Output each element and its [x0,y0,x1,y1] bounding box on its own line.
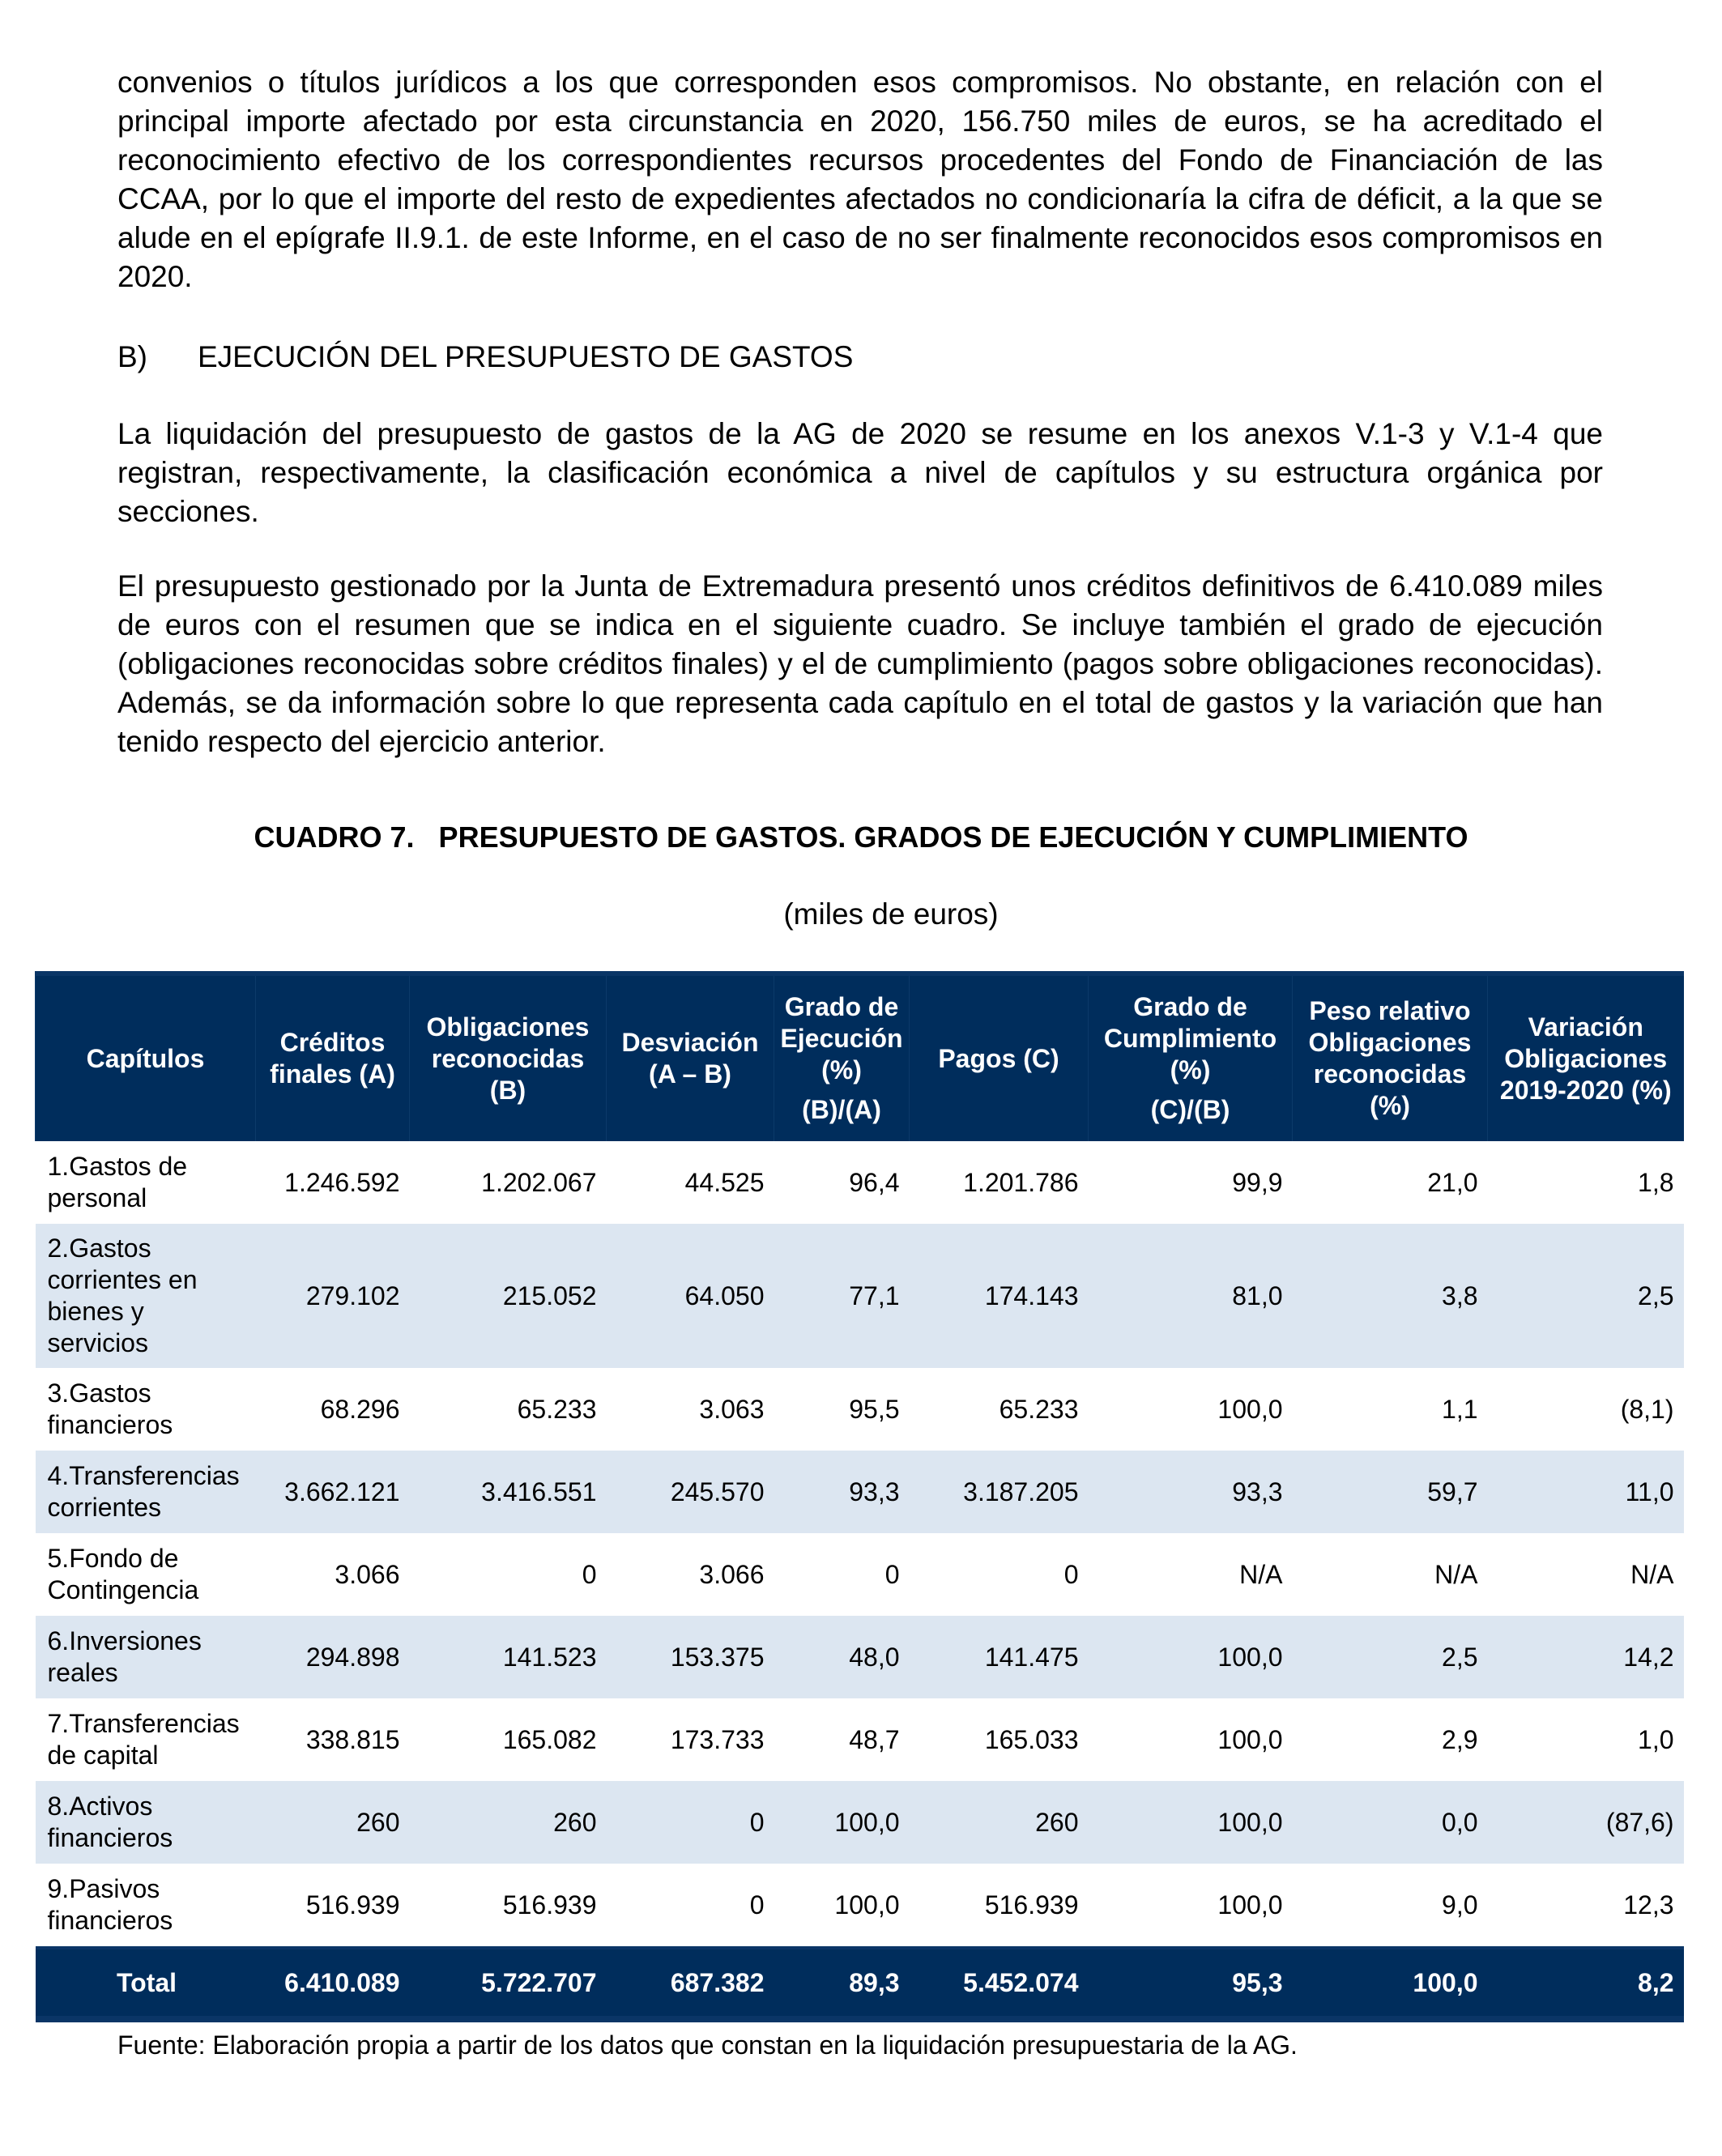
value-cell: 12,3 [1623,1890,1674,1920]
column-header-formula: (C)/(B) [1150,1095,1230,1124]
column-header-formula: (B)/(A) [802,1095,881,1124]
value-cell: 93,3 [1089,1451,1293,1533]
value-cell: 260 [410,1781,607,1864]
value-cell: 99,9 [1232,1167,1283,1197]
value-cell: 100,0 [774,1781,910,1864]
column-header-label: Peso relativo Obligaciones reconocidas (%) [1308,996,1472,1120]
value-cell: 260 [256,1781,410,1864]
value-cell: 294.898 [256,1616,410,1698]
value-cell: 100,0 [1217,1394,1283,1424]
value-cell: 100,0 [1089,1781,1293,1864]
value-cell: 260 [910,1781,1089,1864]
row-label-cell: 2.Gastos corrientes en bienes y servicios [36,1224,256,1368]
value-cell: 100,0 [834,1890,900,1920]
table-row [36,1698,1684,1781]
value-cell: 68.296 [320,1394,400,1424]
value-cell: 3.066 [699,1559,765,1589]
column-header [774,974,910,1141]
table-row [36,1533,1684,1616]
row-label-cell: 9.Pasivos financieros [47,1874,173,1935]
row-label-cell: 7.Transferencias de capital [47,1709,240,1770]
value-cell: 0 [607,1781,774,1864]
value-cell: 1.202.067 [481,1167,597,1197]
paragraph-presupuesto [117,567,1603,761]
value-cell: 96,4 [849,1167,900,1197]
value-cell: 1,1 [1442,1394,1478,1424]
value-cell: 141.523 [410,1616,607,1698]
value-cell: 95,3 [1089,1948,1293,2019]
value-cell: 0 [582,1559,597,1589]
value-cell: N/A [1630,1559,1674,1589]
table-row [36,1781,1684,1864]
column-header [1488,974,1684,1141]
value-cell: 21,0 [1427,1167,1478,1197]
paragraph-text: El presupuesto gestionado por la Junta de Extremadura presentó unos créditos definitivos de 6.410.089 miles de euros con el resumen que se indica en el siguiente cuadro. Se incluye también el grado de ejecución (obligaciones reconocidas sobre créditos finales) y el de cumplimiento (pagos sobre obligaciones reconocidas). Además, se da información sobre lo que representa cada capítulo en el total de gastos y la variación que han tenido respecto del ejercicio anterior. [117,569,1603,758]
value-cell: 173.733 [670,1724,765,1754]
table-title: CUADRO 7. PRESUPUESTO DE GASTOS. GRADOS DE EJECUCIÓN Y CUMPLIMIENTO [254,820,1468,854]
value-cell: 516.939 [984,1890,1079,1920]
value-cell: 687.382 [607,1948,774,2019]
row-label-cell: Total [36,1948,256,2019]
value-cell: 1.246.592 [284,1167,400,1197]
budget-table [35,971,1684,2022]
value-cell: 3.063 [699,1394,765,1424]
value-cell: 2,5 [1488,1224,1684,1368]
table-total-row [36,1948,1684,2019]
value-cell: 3.187.205 [910,1451,1089,1533]
value-cell: 100,0 [1217,1724,1283,1754]
value-cell: 89,3 [774,1948,910,2019]
table-row [36,1224,1684,1368]
value-cell: 5.722.707 [410,1948,607,2019]
table-units: (miles de euros) [783,897,999,931]
value-cell: 0 [884,1559,900,1589]
column-header [1089,974,1293,1141]
value-cell: 3.416.551 [410,1451,607,1533]
value-cell: 153.375 [607,1616,774,1698]
table-row [36,1864,1684,1948]
column-header [410,974,607,1141]
value-cell: (87,6) [1488,1781,1684,1864]
row-label-cell: 1.Gastos de personal [47,1152,188,1212]
table-row [36,1141,1684,1224]
value-cell: 100,0 [1089,1616,1293,1698]
value-cell: 3,8 [1293,1224,1488,1368]
value-cell: 48,7 [849,1724,900,1754]
value-cell: 93,3 [774,1451,910,1533]
column-header [36,974,256,1141]
value-cell: 11,0 [1488,1451,1684,1533]
column-header [1293,974,1488,1141]
column-header-label: Variación Obligaciones 2019-2020 (%) [1499,1012,1672,1105]
value-cell: 516.939 [305,1890,400,1920]
value-cell: 5.452.074 [910,1948,1089,2019]
paragraph-text: convenios o títulos jurídicos a los que corresponden esos compromisos. No obstante, en relación con el principal importe afectado por esta circunstancia en 2020, 156.750 miles de euros, se ha acreditado el reconocimiento efectivo de los correspondientes recursos procedentes del Fondo de Financiación de las CCAA, por lo que el importe del resto de expedientes afectados no condicionaría la cifra de déficit, a la que se alude en el epígrafe II.9.1. de este Informe, en el caso de no ser finalmente reconocidos esos compromisos en 2020. [117,66,1603,293]
value-cell: 44.525 [684,1167,765,1197]
value-cell: 1,0 [1638,1724,1674,1754]
value-cell: 3.662.121 [256,1451,410,1533]
value-cell: N/A [1434,1559,1478,1589]
column-header-label: Grado de Cumplimiento (%) [1103,992,1277,1084]
column-header-label: Capítulos [86,1043,205,1073]
column-header-label: Obligaciones reconocidas (B) [426,1012,590,1105]
value-cell: 64.050 [607,1224,774,1368]
value-cell: 3.066 [335,1559,400,1589]
value-cell: 14,2 [1488,1616,1684,1698]
value-cell: 77,1 [774,1224,910,1368]
value-cell: 65.233 [999,1394,1079,1424]
value-cell: 0,0 [1293,1781,1488,1864]
value-cell: 245.570 [607,1451,774,1533]
value-cell: 1,8 [1638,1167,1674,1197]
column-header [256,974,410,1141]
value-cell: 1.201.786 [963,1167,1079,1197]
value-cell: 6.410.089 [256,1948,410,2019]
row-label-cell: 8.Activos financieros [36,1781,256,1864]
column-header [607,974,774,1141]
column-header-label: Desviación (A – B) [621,1028,759,1089]
value-cell: 65.233 [517,1394,597,1424]
column-header [910,974,1089,1141]
value-cell: 141.475 [910,1616,1089,1698]
value-cell: 81,0 [1089,1224,1293,1368]
value-cell: 59,7 [1293,1451,1488,1533]
section-letter: B) [117,340,147,373]
paragraph-liquidacion [117,415,1603,531]
column-header-label: Créditos finales (A) [270,1028,395,1089]
value-cell: 165.033 [984,1724,1079,1754]
column-header-label: Pagos (C) [938,1043,1059,1073]
value-cell: 8,2 [1488,1948,1684,2019]
value-cell: 48,0 [774,1616,910,1698]
paragraph-intro [117,63,1603,296]
value-cell: 100,0 [1217,1890,1283,1920]
section-heading [117,338,853,377]
value-cell: 279.102 [256,1224,410,1368]
value-cell: 174.143 [910,1224,1089,1368]
section-title: EJECUCIÓN DEL PRESUPUESTO DE GASTOS [198,340,854,373]
row-label-cell: 6.Inversiones reales [36,1616,256,1698]
row-label-cell: 3.Gastos financieros [47,1378,173,1439]
table-row [36,1368,1684,1451]
value-cell: N/A [1239,1559,1283,1589]
value-cell: 0 [749,1890,765,1920]
value-cell: 100,0 [1293,1948,1488,2019]
table-source-note: Fuente: Elaboración propia a partir de los datos que constan en la liquidación presupuestaria de la AG. [117,2030,1298,2060]
value-cell: 165.082 [502,1724,597,1754]
paragraph-text: La liquidación del presupuesto de gastos de la AG de 2020 se resume en los anexos V.1-3 y V.1-4 que registran, respectivamente, la clasificación económica a nivel de capítulos y su estructura orgánica por secciones. [117,417,1603,528]
value-cell: 2,9 [1442,1724,1478,1754]
row-label-cell: 4.Transferencias corrientes [36,1451,256,1533]
value-cell: (8,1) [1620,1394,1674,1424]
value-cell: 215.052 [410,1224,607,1368]
value-cell: 95,5 [849,1394,900,1424]
column-header-label: Grado de Ejecución (%) [780,992,903,1084]
value-cell: 9,0 [1442,1890,1478,1920]
value-cell: 2,5 [1293,1616,1488,1698]
row-label-cell: 5.Fondo de Contingencia [47,1544,199,1604]
value-cell: 338.815 [305,1724,400,1754]
table-row [36,1451,1684,1533]
value-cell: 0 [1063,1559,1079,1589]
table-header-row [36,974,1684,1141]
value-cell: 516.939 [502,1890,597,1920]
table-row [36,1616,1684,1698]
